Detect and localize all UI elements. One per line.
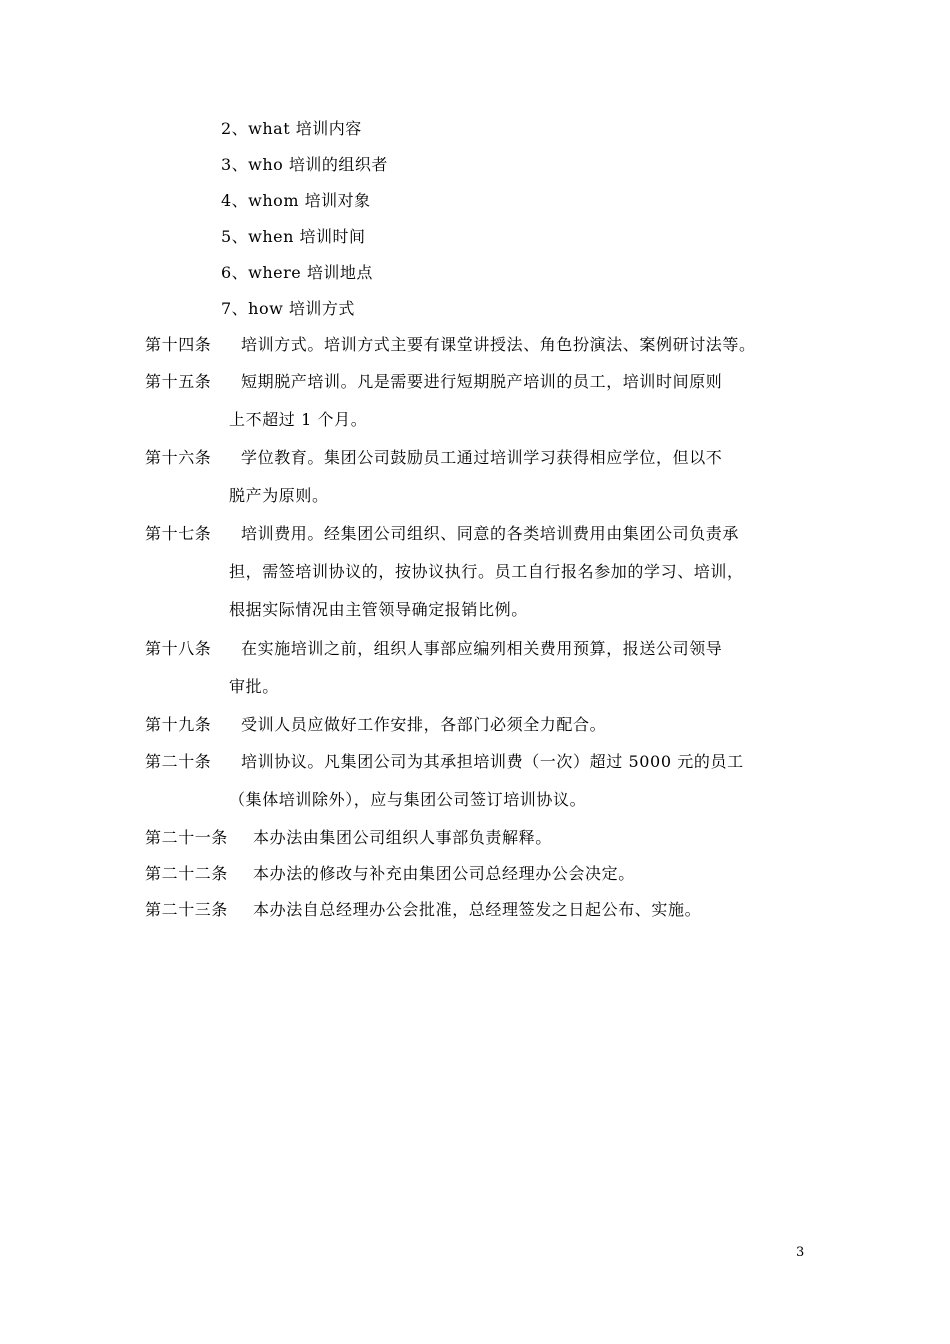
article-text: 本办法自总经理办公会批准，总经理签发之日起公布、实施。 (253, 900, 702, 919)
article-text: 受训人员应做好工作安排，各部门必须全力配合。 (241, 715, 607, 734)
article-22 (145, 862, 635, 886)
list-item-whom: 4、whom 培训对象 (221, 191, 371, 210)
article-text: 短期脱产培训。凡是需要进行短期脱产培训的员工，培训时间原则 (241, 372, 723, 391)
article-text: 学位教育。集团公司鼓励员工通过培训学习获得相应学位，但以不 (241, 448, 723, 467)
article-15 (145, 370, 722, 394)
article-18-continuation: 审批。 (229, 677, 279, 696)
article-19 (145, 713, 606, 737)
list-item-how: 7、how 培训方式 (221, 299, 355, 318)
article-text: 本办法的修改与补充由集团公司总经理办公会决定。 (253, 864, 635, 883)
page-number: 3 (796, 1245, 805, 1260)
article-20-continuation: （集体培训除外），应与集团公司签订培训协议。 (229, 790, 587, 809)
article-label: 第二十三条 (145, 900, 229, 919)
article-label: 第十五条 (145, 372, 212, 391)
article-text: 培训费用。经集团公司组织、同意的各类培训费用由集团公司负责承 (241, 524, 740, 543)
article-23 (145, 898, 701, 922)
article-label: 第十七条 (145, 524, 212, 543)
list-item-who: 3、who 培训的组织者 (221, 155, 388, 174)
article-17 (145, 522, 739, 546)
article-16 (145, 446, 722, 470)
article-label: 第二十条 (145, 752, 212, 771)
article-text: 培训方式。培训方式主要有课堂讲授法、角色扮演法、案例研讨法等。 (241, 335, 756, 354)
article-16-continuation: 脱产为原则。 (229, 486, 329, 505)
article-20 (145, 750, 744, 774)
list-item-what: 2、what 培训内容 (221, 119, 362, 138)
article-label: 第十四条 (145, 335, 212, 354)
article-label: 第十九条 (145, 715, 212, 734)
article-18 (145, 637, 722, 661)
article-label: 第二十一条 (145, 828, 229, 847)
article-label: 第十八条 (145, 639, 212, 658)
article-14 (145, 333, 756, 357)
article-label: 第二十二条 (145, 864, 229, 883)
article-text: 培训协议。凡集团公司为其承担培训费（一次）超过 5000 元的员工 (241, 752, 744, 771)
list-item-where: 6、where 培训地点 (221, 263, 373, 282)
article-21 (145, 826, 552, 850)
article-text: 本办法由集团公司组织人事部负责解释。 (253, 828, 552, 847)
article-15-continuation: 上不超过 1 个月。 (229, 410, 368, 429)
article-label: 第十六条 (145, 448, 212, 467)
article-text: 在实施培训之前，组织人事部应编列相关费用预算，报送公司领导 (241, 639, 723, 658)
list-item-when: 5、when 培训时间 (221, 227, 366, 246)
article-17-continuation-1: 担，需签培训协议的，按协议执行。员工自行报名参加的学习、培训， (229, 562, 744, 581)
article-17-continuation-2: 根据实际情况由主管领导确定报销比例。 (229, 600, 528, 619)
